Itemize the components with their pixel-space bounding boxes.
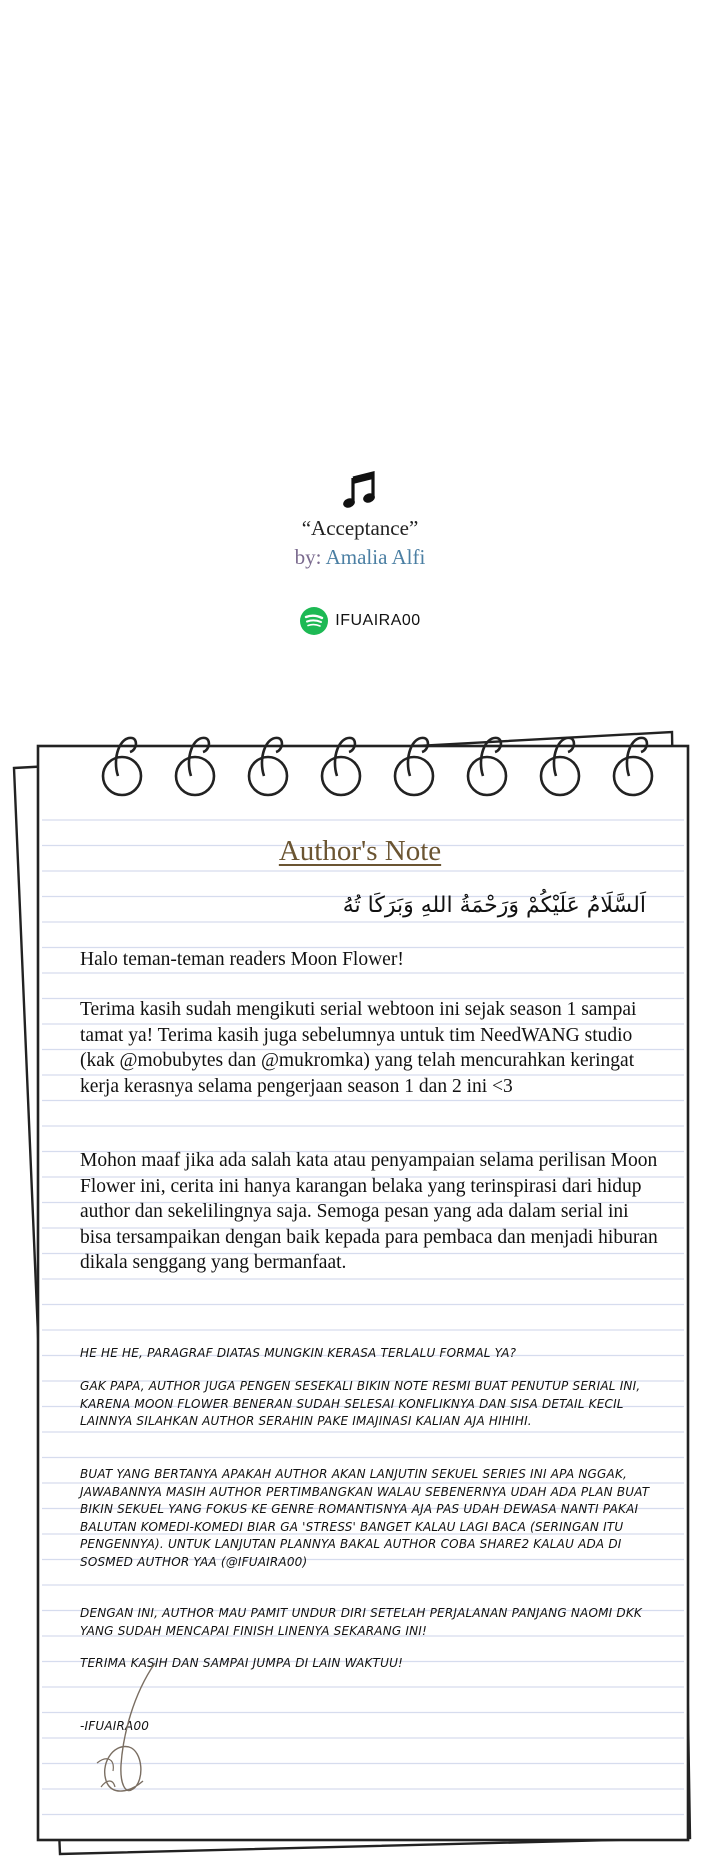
note-paragraph-1: Terima kasih sudah mengikuti serial webtoon ini sejak season 1 sampai tamat ya! Terima kasih juga sebelumnya untuk tim NeedWANG studio (kak @mobubytes dan @mukromka) yang telah mencurahkan keringat kerja kerasnya selama pengerjaan season 1 dan 2 ini <3	[80, 999, 637, 1097]
spotify-icon	[299, 606, 329, 636]
spotify-handle-row	[0, 606, 720, 636]
casual-paragraph-4: DENGAN INI, AUTHOR MAU PAMIT UNDUR DIRI SETELAH PERJALANAN PANJANG NAOMI DKK YANG SUDAH MENCAPAI FINISH LINENYA SEKARANG INI!	[80, 1606, 642, 1638]
music-credit	[0, 470, 720, 636]
note-title: Author's Note	[278, 835, 442, 867]
casual-paragraph-2: GAK PAPA, AUTHOR JUGA PENGEN SESEKALI BIKIN NOTE RESMI BUAT PENUTUP SERIAL INI, KARENA MOON FLOWER BENERAN SUDAH SELESAI KONFLIKNYA DAN SISA DETAIL KECIL LAINNYA SILAHKAN AUTHOR SERAHIN PAKE IMAJINASI KALIAN AJA HIHIHI.	[80, 1379, 641, 1429]
spotify-username: IFUAIRA00	[335, 612, 421, 629]
casual-paragraph-3: BUAT YANG BERTANYA APAKAH AUTHOR AKAN LANJUTIN SEKUEL SERIES INI APA NGGAK, JAWABANNYA MASIH AUTHOR PERTIMBANGKAN WALAU SEBENERNYA UDAH ADA PLAN BUAT BIKIN SEKUEL YANG FOKUS KE GENRE ROMANTISNYA AJA PAS UDAH DEWASA NANTI PAKAI BALUTAN KOMEDI-KOMEDI BIAR GA 'STRESS' BANGET KALAU LAGI BACA (SERINGAN ITU PENGENNYA). UNTUK LANJUTAN PLANNYA BAKAL AUTHOR COBA SHARE2 KALAU ADA DI SOSMED AUTHOR YAA (@IFUAIRA00)	[80, 1467, 650, 1569]
song-credit	[0, 545, 720, 570]
arabic-greeting: اَلسَّلَامُ عَلَيْكُمْ وَرَحْمَةُ اللهِ وَبَرَكَا تُهُ	[342, 893, 646, 918]
music-note-icon	[342, 470, 378, 510]
casual-paragraph-5: TERIMA KASIH DAN SAMPAI JUMPA DI LAIN WAKTUU!	[80, 1656, 404, 1670]
sign-off: -IFUAIRA00	[80, 1719, 150, 1733]
song-by-prefix: by:	[294, 545, 322, 569]
song-title: “Acceptance”	[301, 516, 419, 540]
note-paragraph-2: Mohon maaf jika ada salah kata atau penyampaian selama perilisan Moon Flower ini, cerita ini hanya karangan belaka yang terinspirasi dari hidup author dan sekelilingnya saja. Semoga pesan yang ada dalam serial ini bisa tersampaikan dengan baik kepada para pembaca dan menjadi hiburan dikala senggang yang bermanfaat.	[80, 1150, 658, 1273]
casual-paragraph-1: HE HE HE, PARAGRAF DIATAS MUNGKIN KERASA TERLALU FORMAL YA?	[80, 1346, 517, 1360]
handwritten-signature-icon	[93, 1655, 173, 1805]
song-artist: Amalia Alfi	[325, 545, 426, 569]
note-greeting: Halo teman-teman readers Moon Flower!	[80, 949, 404, 970]
